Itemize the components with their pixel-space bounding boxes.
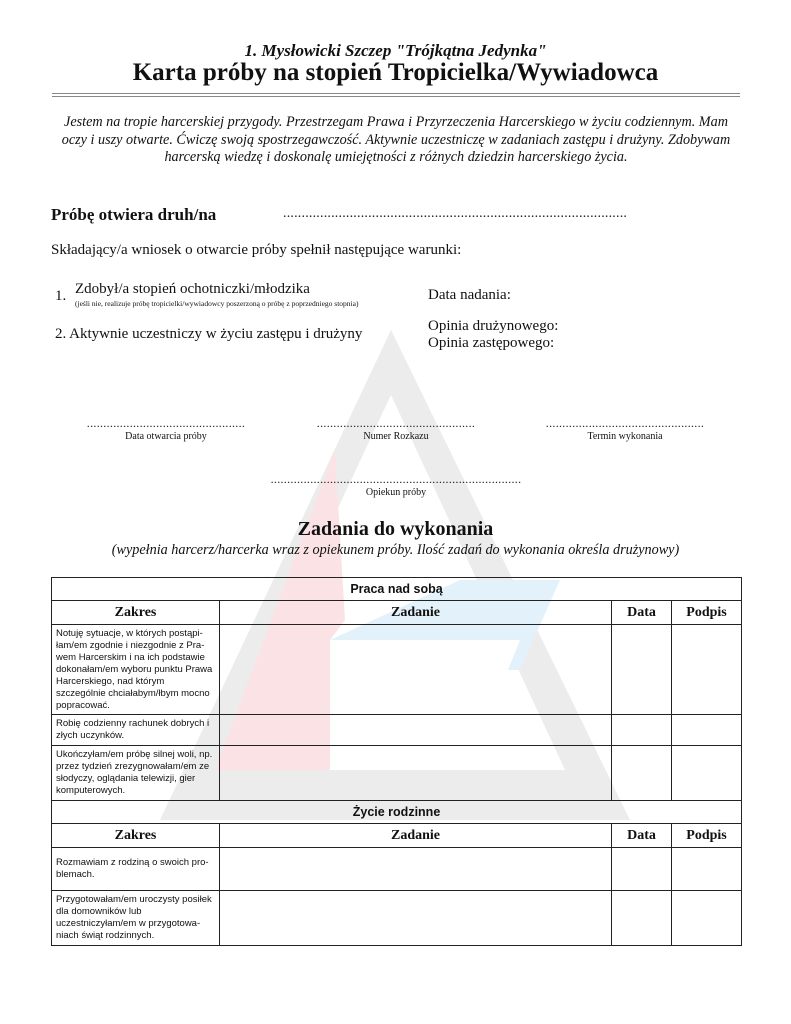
table-row (52, 848, 742, 891)
col-header-date: Data (612, 824, 672, 848)
scope-cell: Przygotowałam/em uroczysty posiłek dla domowników lub uczestniczyłam/em w przygotowa-niach świąt rodzinnych. (52, 891, 220, 946)
section-title: Życie rodzinne (52, 801, 742, 824)
col-header-task: Zadanie (220, 601, 612, 625)
scope-cell: Rozmawiam z rodziną o swoich pro-blemach. (52, 848, 220, 891)
table-header-row (52, 824, 742, 848)
deadline-field[interactable]: ................................................ (545, 416, 705, 430)
condition-1-number: 1. (55, 288, 67, 304)
table-row (52, 715, 742, 746)
mentor-field[interactable]: ............................................................................ (270, 472, 522, 486)
pledge-text: Jestem na tropie harcerskiej przygody. Przestrzegam Prawa i Przyrzeczenia Harcerskiego w życiu codziennym. Mam oczy i uszy otwarte. Ćwiczę swoją spostrzegawczość. Aktywnie uczestniczę w zadaniach zastępu i drużyny. Zdobywam harcerską wiedzę i doskonalę umiejętności z różnych dziedzin harcerskiego życia. (61, 114, 731, 165)
open-date-field[interactable]: ................................................ (86, 416, 246, 430)
deadline-signature (540, 416, 710, 442)
col-header-task: Zadanie (220, 824, 612, 848)
task-cell[interactable] (220, 891, 612, 946)
tasks-title: Zadania do wykonania (297, 518, 494, 540)
condition-1-note: (jeśli nie, realizuje próbę tropicielki/wywiadowcy poszerzoną o próbę z poprzedniego stopnia) (75, 299, 359, 308)
table-header-row (52, 601, 742, 625)
table-row (52, 625, 742, 715)
tasks-table (51, 577, 742, 946)
signature-cell[interactable] (672, 891, 742, 946)
task-cell[interactable] (220, 625, 612, 715)
col-header-scope: Zakres (52, 824, 220, 848)
date-cell[interactable] (612, 715, 672, 746)
date-cell[interactable] (612, 848, 672, 891)
task-cell[interactable] (220, 746, 612, 801)
signature-cell[interactable] (672, 848, 742, 891)
troop-name: 1. Mysłowicki Szczep "Trójkątna Jedynka" (244, 41, 547, 60)
table-row (52, 891, 742, 946)
scope-cell: Robię codzienny rachunek dobrych i złych uczynków. (52, 715, 220, 746)
col-header-date: Data (612, 601, 672, 625)
date-cell[interactable] (612, 891, 672, 946)
opinion-leader-label: Opinia drużynowego: (428, 318, 559, 334)
opinion-patrol-label: Opinia zastępowego: (428, 335, 555, 351)
scope-cell: Ukończyłam/em próbę silnej woli, np. przez tydzień zrezygnowałam/em ze słodyczy, oglądania telewizji, gier komputerowych. (52, 746, 220, 801)
section-row (52, 578, 742, 601)
task-cell[interactable] (220, 715, 612, 746)
mentor-label: Opiekun próby (365, 487, 427, 498)
deadline-label: Termin wykonania (587, 431, 663, 442)
condition-1-text: Zdobył/a stopień ochotniczki/młodzika (75, 281, 310, 297)
page-title: Karta próby na stopień Tropicielka/Wywiadowca (132, 59, 659, 86)
scope-cell: Notuję sytuacje, w których postąpi-łam/em zgodnie i niezgodnie z Pra-wem Harcerskim i na ich podstawie dokonałam/em wyboru punktu Prawa Harcerskiego, nad którym szczególnie chciałabym/łbym mocno popracować. (52, 625, 220, 715)
date-awarded-label: Data nadania: (428, 287, 511, 303)
col-header-scope: Zakres (52, 601, 220, 625)
task-cell[interactable] (220, 848, 612, 891)
open-date-label: Data otwarcia próby (125, 431, 207, 442)
order-number-field[interactable]: ................................................ (316, 416, 476, 430)
title-divider-2 (52, 96, 740, 97)
col-header-signature: Podpis (672, 601, 742, 625)
order-number-label: Numer Rozkazu (363, 431, 429, 442)
mentor-signature (266, 472, 526, 498)
table-row (52, 746, 742, 801)
col-header-signature: Podpis (672, 824, 742, 848)
condition-2-text: 2. Aktywnie uczestniczy w życiu zastępu i drużyny (55, 326, 363, 342)
date-cell[interactable] (612, 746, 672, 801)
order-number-signature (311, 416, 481, 442)
signature-cell[interactable] (672, 625, 742, 715)
section-title: Praca nad sobą (52, 578, 742, 601)
signature-cell[interactable] (672, 715, 742, 746)
date-cell[interactable] (612, 625, 672, 715)
opener-label: Próbę otwiera druh/na (51, 205, 217, 224)
conditions-intro: Składający/a wniosek o otwarcie próby spełnił następujące warunki: (51, 242, 462, 258)
signature-cell[interactable] (672, 746, 742, 801)
title-divider (52, 93, 740, 94)
tasks-subtitle: (wypełnia harcerz/harcerka wraz z opiekunem próby. Ilość zadań do wykonania określa drużynowy) (111, 542, 680, 558)
open-date-signature (81, 416, 251, 442)
section-row (52, 801, 742, 824)
opener-field[interactable]: ............................................................................................. (283, 206, 628, 221)
